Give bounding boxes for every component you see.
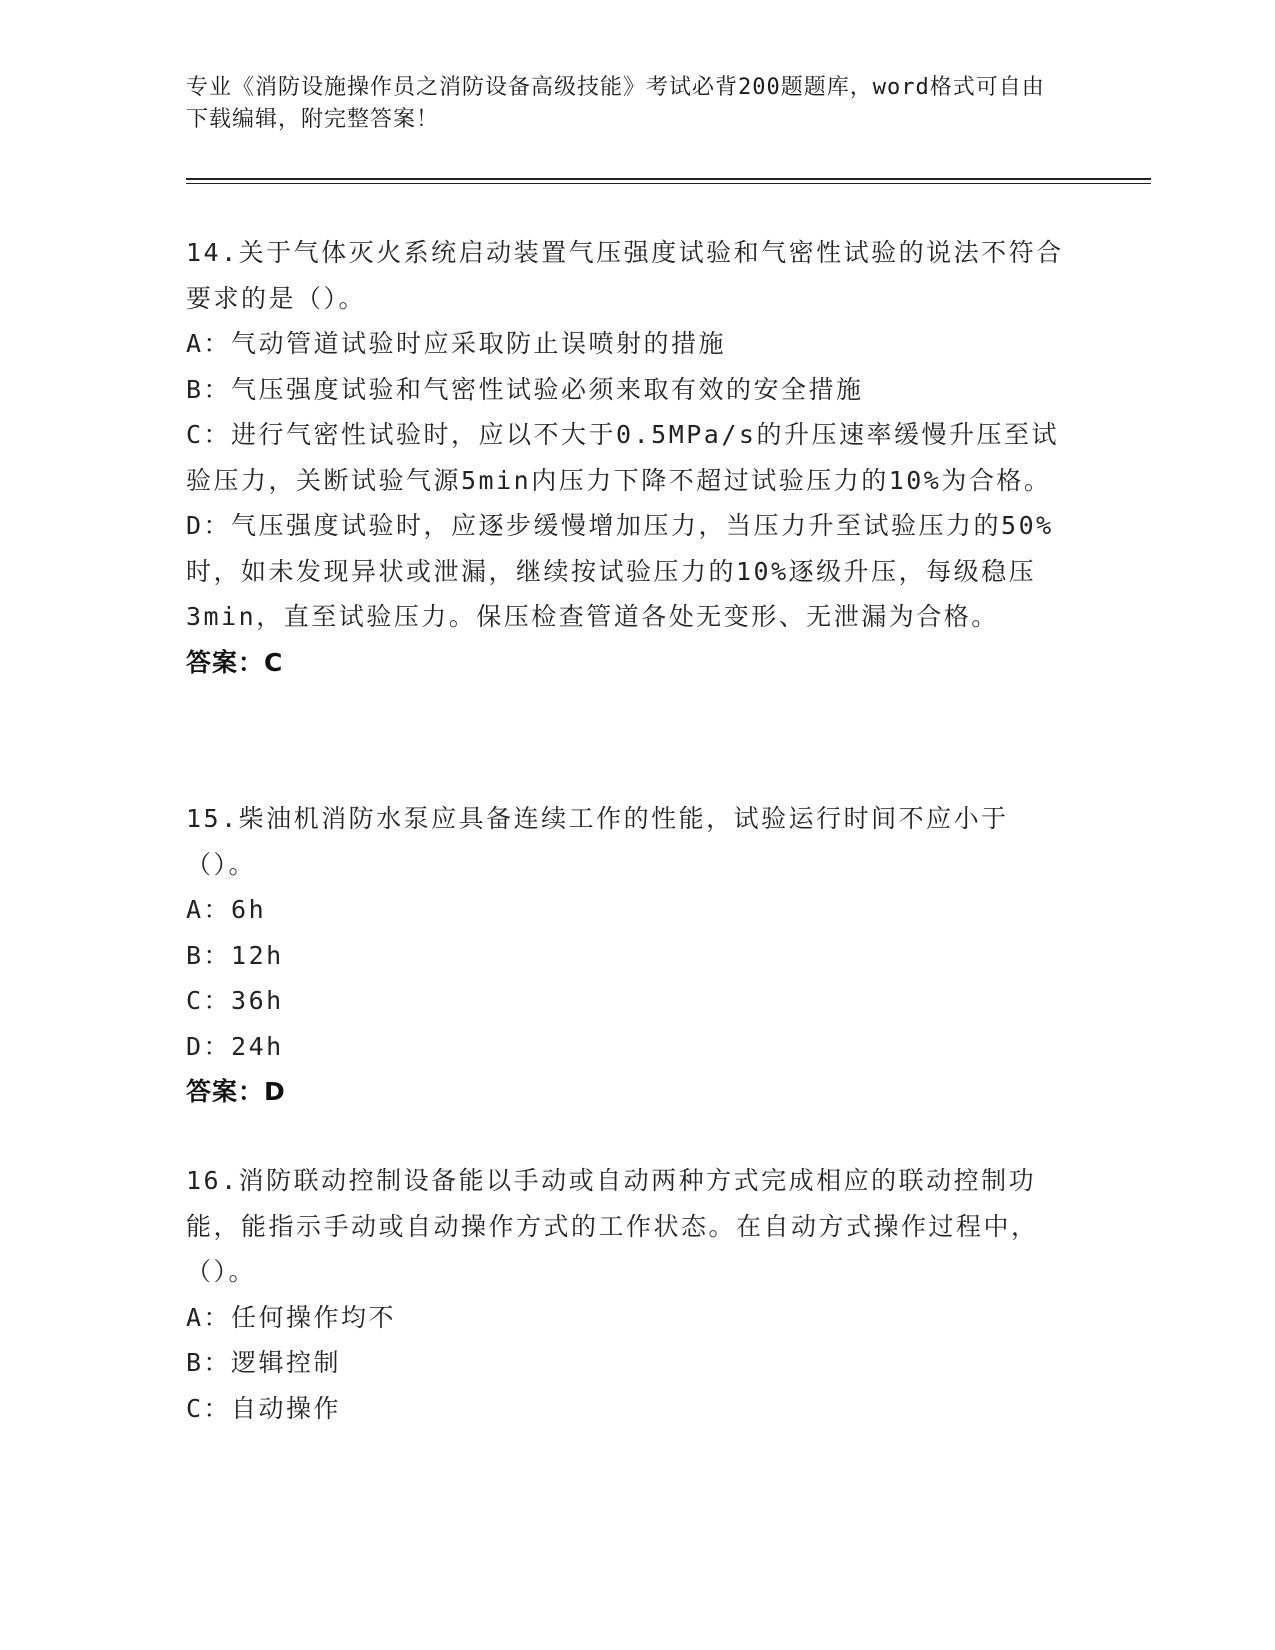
answer-label: 答案：D bbox=[186, 1077, 286, 1106]
question-16 bbox=[186, 1158, 1066, 1431]
option-c: C：进行气密性试验时，应以不大于0.5MPa/s的升压速率缓慢升压至试验压力，关断试验气源5min内压力下降不超过试验压力的10%为合格。 bbox=[186, 420, 1059, 495]
option-b: B：12h bbox=[186, 940, 284, 970]
question-stem: 16.消防联动控制设备能以手动或自动两种方式完成相应的联动控制功能，能指示手动或自动操作方式的工作状态。在自动方式操作过程中，（）。 bbox=[186, 1166, 1039, 1286]
option-c: C：自动操作 bbox=[186, 1393, 342, 1423]
question-stem: 15.柴油机消防水泵应具备连续工作的性能，试验运行时间不应小于（）。 bbox=[186, 804, 1009, 879]
question-15 bbox=[186, 796, 1066, 1115]
header-divider-thin bbox=[186, 183, 1151, 184]
option-a: A：6h bbox=[186, 895, 267, 924]
document-header: 专业《消防设施操作员之消防设备高级技能》考试必背200题题库，word格式可自由下载编辑，附完整答案！ bbox=[186, 75, 1045, 132]
question-14 bbox=[186, 230, 1066, 685]
option-a: A：气动管道试验时应采取防止误喷射的措施 bbox=[186, 329, 727, 358]
option-b: B：气压强度试验和气密性试验必须来取有效的安全措施 bbox=[186, 374, 864, 404]
option-d: D：气压强度试验时，应逐步缓慢增加压力，当压力升至试验压力的50%时，如未发现异状或泄漏，继续按试验压力的10%逐级升压，每级稳压3min，直至试验压力。保压检查管道各处无变形、无泄漏为合格。 bbox=[186, 511, 1054, 631]
answer-label: 答案：C bbox=[186, 647, 284, 677]
option-d: D：24h bbox=[186, 1031, 284, 1061]
option-a: A：任何操作均不 bbox=[186, 1302, 397, 1332]
question-stem: 14.关于气体灭火系统启动装置气压强度试验和气密性试验的说法不符合要求的是（）。 bbox=[186, 238, 1064, 313]
option-c: C：36h bbox=[186, 986, 284, 1015]
header-divider bbox=[186, 178, 1151, 180]
option-b: B：逻辑控制 bbox=[186, 1348, 342, 1377]
